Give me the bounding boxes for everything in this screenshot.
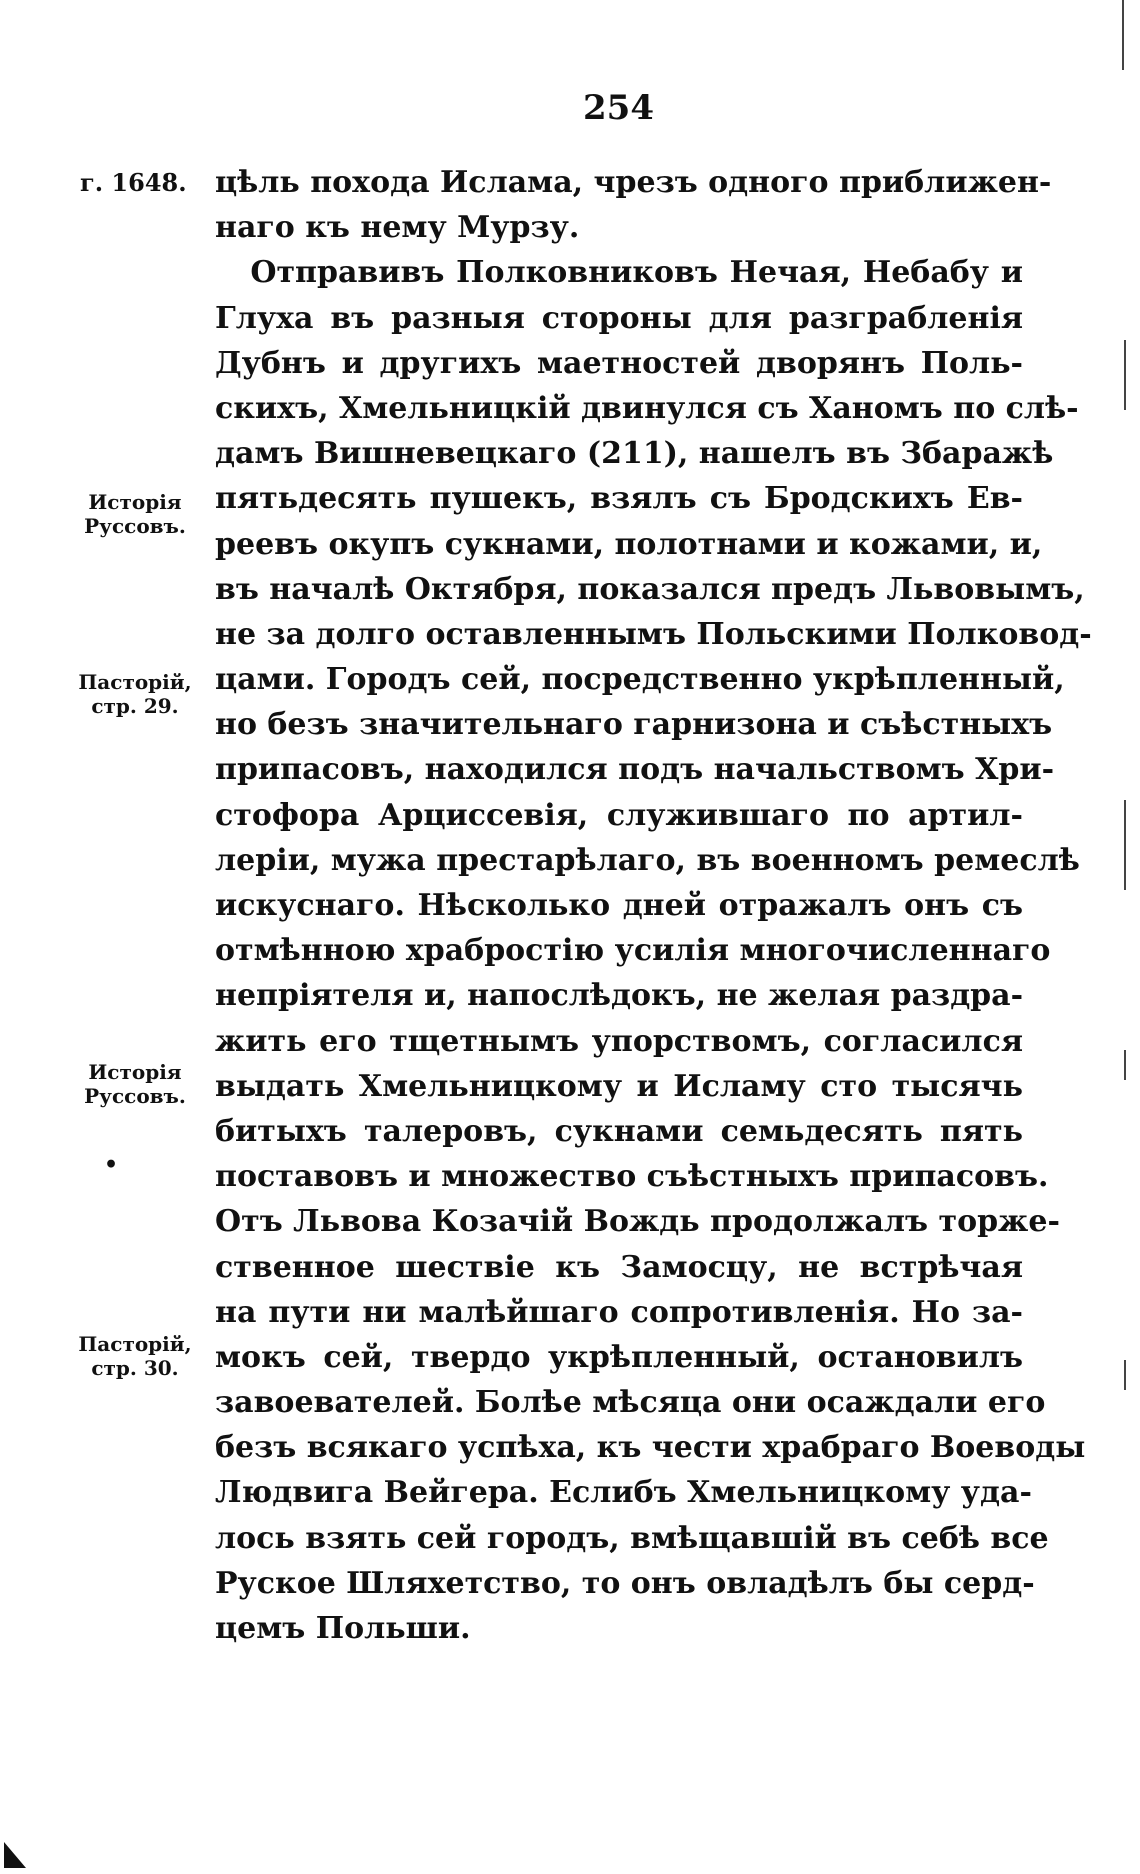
text-line: въ началѣ Октября, показался предъ Львовымъ, [215,571,1085,607]
text-line: реевъ окупъ сукнами, полотнами и кожами, и, [215,526,1043,562]
margin-note: Исторія Руссовъ. [84,1060,186,1108]
text-line: цѣль похода Ислама, чрезъ одного приближен- [215,165,1052,200]
text-line: пятьдесять пушекъ, взялъ съ Бродскихъ Ев- [215,481,1023,517]
text-line: но безъ значительнаго гарнизона и съѣстныхъ [215,707,1053,743]
text-line: не за долго оставленнымъ Польскими Полковод- [215,616,1092,652]
scan-edge-mark [1122,0,1124,70]
margin-note: Пасторій, стр. 30. [78,1332,192,1380]
text-line: Отъ Львова Козачій Вождь продолжалъ торже- [215,1204,1060,1240]
text-line: жить его тщетнымъ упорствомъ, согласился [215,1023,1023,1059]
text-line: искуснаго. Нѣсколько дней отражалъ онъ съ [215,888,1023,923]
text-line: завоевателей. Болѣе мѣсяца они осаждали его [215,1385,1046,1421]
text-line: безъ всякаго успѣха, къ чести храбраго Воеводы [215,1430,1086,1466]
text-line: цами. Городъ сей, посредственно укрѣпленный, [215,662,1065,698]
text-line: на пути ни малѣйшаго сопротивленія. Но за- [215,1294,1023,1330]
text-line: наго къ нему Мурзу. [215,210,580,246]
text-line: дамъ Вишневецкаго (211), нашелъ въ Збаражѣ [215,436,1054,472]
text-line: Глуха въ разныя стороны для разграбленія [215,300,1023,336]
text-line: поставовъ и множество съѣстныхъ припасовъ. [215,1159,1049,1195]
scan-corner-mark [4,1842,26,1868]
text-line: леріи, мужа престарѣлаго, въ военномъ ремеслѣ [215,842,1080,878]
text-line: стофора Арциссевія, служившаго по артил- [215,797,1023,833]
page-number: 254 [583,88,654,128]
text-line: Людвига Вейгера. Еслибъ Хмельницкому уда- [215,1475,1032,1511]
text-line: битыхъ талеровъ, сукнами семьдесять пять [215,1113,1023,1149]
text-line: цемъ Польши. [215,1611,471,1646]
scan-edge-mark [1124,800,1126,890]
margin-note: Исторія Руссовъ. [84,490,186,538]
text-line: непріятеля и, напослѣдокъ, не желая раздра- [215,978,1024,1014]
margin-bullet: • [104,1152,119,1178]
scan-edge-mark [1124,340,1126,410]
text-line: отмѣнною храбростію усилія многочисленнаго [215,933,1051,969]
text-line: выдать Хмельницкому и Исламу сто тысячь [215,1068,1023,1104]
text-line: Дубнъ и другихъ маетностей дворянъ Поль- [215,345,1023,381]
margin-note: Пасторій, стр. 29. [78,670,192,718]
text-line: мокъ сей, твердо укрѣпленный, остановилъ [215,1339,1023,1375]
margin-year: г. 1648. [80,168,187,197]
scan-edge-mark [1124,1050,1126,1080]
text-line: Руское Шляхетство, то онъ овладѣлъ бы серд- [215,1565,1035,1601]
text-line: припасовъ, находился подъ начальствомъ Хри- [215,752,1055,788]
text-line: скихъ, Хмельницкій двинулся съ Ханомъ по слѣ- [215,390,1079,426]
body-text [215,160,1092,1651]
text-line: ственное шествіе къ Замосцу, не встрѣчая [215,1249,1023,1285]
scan-edge-mark [1124,1360,1126,1390]
text-line: лось взять сей городъ, вмѣщавшій въ себѣ все [215,1520,1049,1556]
text-line: Отправивъ Полковниковъ Нечая, Небабу и [215,255,1023,291]
